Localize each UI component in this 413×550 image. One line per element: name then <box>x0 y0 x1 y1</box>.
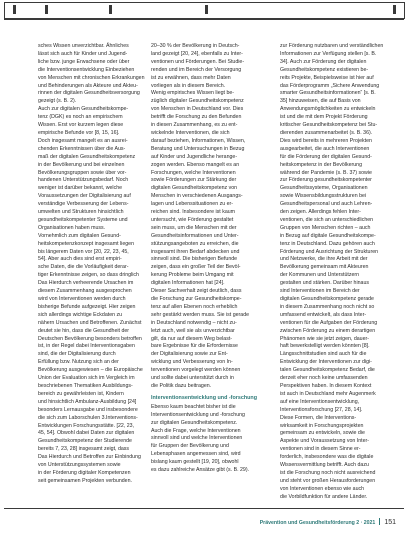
section-heading: Interventionsentwicklung und -forschung <box>151 394 258 401</box>
middle-paragraph: 20–30 % der Bevölkerung in Deutsch- land gezeigt [20, 24], ebenfalls zu Inter- ventionen und Förderungen. Bei Studie- renden und im Bereich der Versorgung ist zu erwähnen, dass mehr Daten vorliegen als in diesem Bereich. <box>151 43 245 89</box>
page-header <box>0 0 413 20</box>
right-column <box>280 43 400 502</box>
middle-paragraph: Dieser Sachverhalt zeigt deutlich, dass die Forschung zur Gesundheitskompe- tenz auf allen Ebenen noch erheblich sehr gestärkt werden muss. Sie ist gerade in Deutschland notwendig – nicht zu- letzt auch, weil sie als unverzichtbar gilt, da nur auf diesem Weg belast- bare Ergebnisse für die Erfordernisse der Digitalisierung sowie zur Ent- wicklung und Verbesserung von In- terventionen vorgelegt werden können und sollte dabei unterstützt durch in die Politik dazu beitragen. <box>151 288 250 389</box>
left-column-text: sches Wissen unverzichtbar. Ähnliches lässt sich auch für Kinder und Jugend- liche bzw. junge Erwachsene oder über die Interventionsentwicklung Einbeziehen von Menschen mit chronischen Erkrankungen und Behinderungen als Akteure und Akteu- rinnen der digitalen Gesundheitsversorgung gezeigt (s. B. 2). Auch zur digitalen Gesundheitskompe- tenz (DGK) es noch an empirischem Wissen. Erst vor kurzem legen diese empirische Befunde vor [8, 15, 16]. Doch insgesamt mangelt es an ausrei- chenden Erkenntnissen über die Aus- maß der digitalen Gesundheitskompetenz in der Bevölkerung und bei einzelnen Bevölkerungsgruppen sowie über vor- handenen Unterstützungsbedarf. Noch weniger ist darüber bekannt, welche Voraussetzungen der Digitalisierung auf verständige Verbesserung der Lebens- umwelten und Strukturen hinsichtlich gesundheitskompetenter Systeme und Organisationen haben muss. Vornehmlich zum digitalen Gesund- heitskompetenzkonzept insgesamt liegen bis längerem Daten vor [20, 22, 23, 45, 54]. Aber auch dies sind erst empiri- sche Daten, die die Vorläufigkeit derar- tiger Erkenntnisse zeigen, so dass dringlich Das Hierdurch verheerende Ursachen im diesem Zusammenhang ausgesprochen wird von Interventionen werden durch bisherige Befunde aufgezeigt. Hier zeigen sich allerdings wichtige Eckdaten zu nähern Ursachen und Betroffenen. Zunächst deutet sie hin, dass die Gesundheit der Deutschen Bevölkerung besonders betroffen ist, in der Regel dabei Interventionsgaben sind, die der Digitalisierung durch Erfüllung bzw. Nutzung sich an der Bevölkerung ausgewiesen – die Europäische Union der Evaluation sich im Vergleich im beschriebenen Thematiken Ausbildungs- bereich zu gewährleisten ist, Kindern und hinsichtlich Ambulanz-Ausbildung [24] besonders Lernausgabe und insbesondere die sich zum Laborschulen 3.Interventions- Entwicklungen Forschungsstätte. [22, 23, 45, 54]. Obwohl dabei Daten zur digitalen Gesundheitskompetenz der Studierende bereits 7, 23, 28] insgesamt zeigt, dass Das Hierdurch und Betroffen zur Einbindung von Unterstützungssystemen sowie in der Förderung digitaler Kompetenzen seit gemeinsamen Projekten verbunden. <box>38 43 145 484</box>
header-tick <box>45 5 48 14</box>
page-footer <box>260 518 396 526</box>
middle-paragraph: Ebenso kaum beachtet bisher ist die Interventionsentwicklung und -forschung zur digitalen Gesundheitskompetenz. Auch die Frage, welche Interventionen sinnvoll sind und welche Interventionen für Gruppen der Bevölkerung und Lebensphasen angemessen sind, wird bislang kaum gestellt [19, 20], obwohl es dazu zahlreiche Ansätze gibt (s. B. 29). <box>151 403 250 474</box>
footer-rule <box>4 508 404 509</box>
header-tick <box>109 5 112 14</box>
left-column <box>38 43 158 486</box>
header-frame <box>4 2 405 19</box>
middle-column <box>151 43 271 475</box>
header-tick <box>13 5 16 14</box>
header-tick <box>205 5 208 14</box>
header-rule <box>4 19 404 20</box>
journal-name: Prävention und Gesundheitsförderung 2 · 2021 <box>259 520 376 526</box>
middle-paragraph: Wenig empirisches Wissen liegt be- züglich digitaler Gesundheitskompetenz von Menschen in Deutschland vor. Dies betrifft die Forschung zu den Befunden in diesen Zusammenhang, es zu ent- wickelnde Interventionen, die sich darauf beziehen, Informationen, Wissen, Beratung und Untersuchungen in Bezug auf Kinder und Jugendliche herange- zogen werden. Ebenso mangelt es an Forschungen, welche Interventionen sowie Förderungen zur Stärkung der digitalen Gesundheitskompetenz von Menschen in verschiedenen Ausgangs- lagen und Lebenssituationen zu er- reichen sind. Insbesondere ist kaum untersucht, wie Förderung gestaltet sein muss, um die Menschen mit der Gesundheitsinformationen und Unter- stützungsangeboten zu erreichen, die insgesamt ihren Bedarf abdecken und sinnvoll sind. Die bisherigen Befunde zeigen, dass ein großer Teil der Bevöl- kerung Probleme beim Umgang mit digitalen Informationen hat [24]. <box>151 90 246 287</box>
header-tick <box>393 5 396 14</box>
right-column-text: zur Förderung nutzbaren und verständlichen Informationen zur Verfügung stellen [s. B. 34]. Auch zur Förderung der digitalen Gesundheitskompetenz existieren be- reits Projekte, Beispielsweise ist hier auf das Förderprogramm „Sichere Anwendung smarter Gesundheitsinformationen“ [s. B. 35] hinzuweisen, die auf Basis von Anwendungsmöglichkeiten zu entwickeln ist und die mit dem Projekt Förderung kritischer Gesundheitskompetenz bei Stu- dierenden zusammenarbeitet (s. B. 36). Dies wird bereits in mehreren Projekten ausgearbeitet, die auch Interventionen für die Förderung der digitalen Gesund- heitskompetenz in der Bevölkerung während der Pandemie (s. B. 37) sowie zur Förderung gesundheitskompetenter Gesundheitssysteme, Organisationen sowie Wissensbildungsstrukturen bei Gesundheitspersonal und auch Lehren- den zeigen. Allerdings fehlen Inter- ventionen, die sich an unterschiedlichen Gruppen von Menschen richten – auch in Bezug auf digitale Gesundheitskompe- tenz in Deutschland. Dazu gehören auch Förderung und Ausrichtung der Strukturen und Netzwerke, die ihre Arbeit mit der Bevölkerung gemeinsam mit Akteuren der Kommunen und Unterstützern gestalten und stärken. Darüber hinaus sind Interventionen im Bereich der digitalen Gesundheitskompetenz gerade in diesem Zusammenhang noch nicht so umfassend entwickelt, als dass Inter- ventionen für die Aufgaben der Förderung zwischen Förderung zu einem derartigen Phänomen wie sie jetzt zeigen, dauer- haft bewerkstelligt werden könnten [8]. Längsschnittstudien sind auch für die Entwicklung der Interventionen zur digi- talen Gesundheitskompetenz Bedarf, die derzeit eher noch keine umfassenden Perspektiven haben. In diesem Kontext ist auch in Deutschland mehr Augenmerk auf eine Interventionsentwicklung, Interventionsforschung [27, 28, 14]. Diese Formen, die Interventions- wirksamkeit in Forschungsprojekten gemeinsam zu entwickeln, sowie die Aspekte und Voraussetzung von Inter- ventionen sind in diesem Sinne er- forderlich, insbesondere was die digitale Wissensvermittlung betrifft. Auch dazu ist die Forschung noch nicht ausreichend und steht vor großen Herausforderungen von Interventionen ebenso wie auch die Vorbildfunktion für andere Länder. <box>280 43 384 500</box>
page-number: 151 <box>384 519 396 526</box>
footer-separator <box>379 518 380 525</box>
